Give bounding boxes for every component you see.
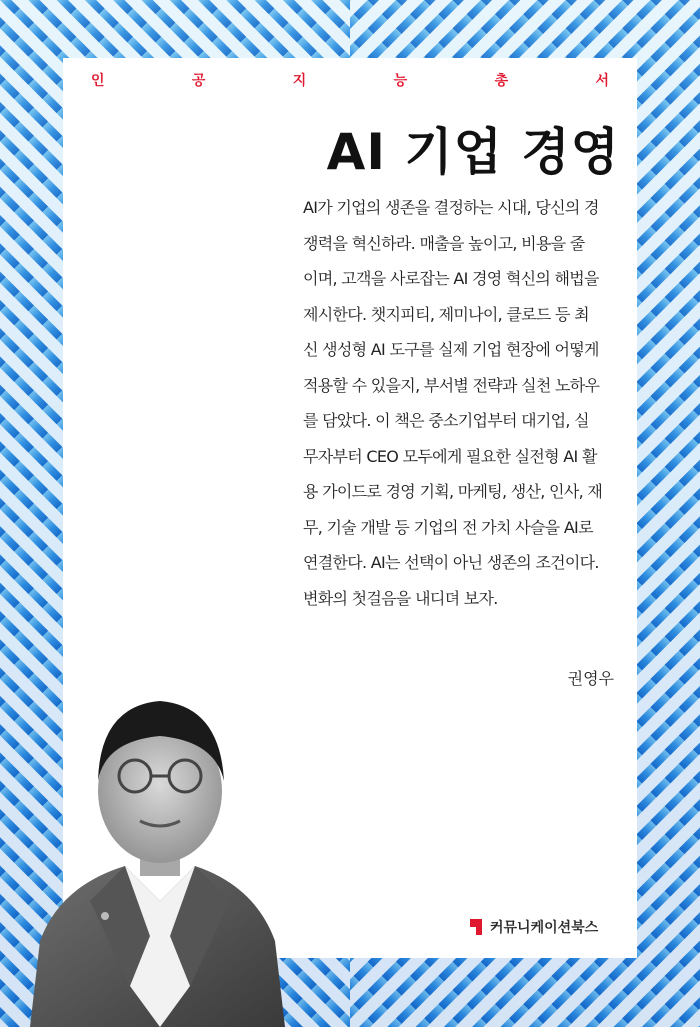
description-line: 제시한다. 챗지피티, 제미나이, 클로드 등 최 xyxy=(303,304,589,324)
description-line: 신 생성형 AI 도구를 실제 기업 현장에 어떻게 xyxy=(303,340,599,359)
publisher-name: 커뮤니케이션북스 xyxy=(490,920,599,936)
author-name: 권영우 xyxy=(567,669,614,688)
series-label xyxy=(63,70,637,90)
description-line: 변화의 첫걸음을 내디뎌 보자. xyxy=(303,588,498,608)
description-line: AI가 기업의 생존을 결정하는 시대, 당신의 경 xyxy=(303,198,599,217)
series-char: 지 xyxy=(292,73,307,89)
description-line: 이며, 고객을 사로잡는 AI 경영 혁신의 해법을 xyxy=(303,269,599,288)
description-line: 연결한다. AI는 선택이 아닌 생존의 조건이다. xyxy=(303,553,599,572)
book-description xyxy=(303,190,621,616)
description-line: 를 담았다. 이 책은 중소기업부터 대기업, 실 xyxy=(303,411,589,430)
description-line: 무, 기술 개발 등 기업의 전 가치 사슬을 AI로 xyxy=(303,517,593,537)
publisher-logo-icon xyxy=(468,917,484,937)
author-portrait xyxy=(30,686,285,1027)
publisher-mark xyxy=(468,917,598,937)
series-char: 공 xyxy=(191,73,206,89)
series-char: 총 xyxy=(494,73,509,89)
description-line: 무자부터 CEO 모두에게 필요한 실전형 AI 활 xyxy=(303,446,597,466)
series-char: 서 xyxy=(595,73,609,89)
description-line: 쟁력을 혁신하라. 매출을 높이고, 비용을 줄 xyxy=(303,233,585,253)
series-char: 인 xyxy=(91,73,105,89)
series-char: 능 xyxy=(393,73,408,89)
description-line: 적용할 수 있을지, 부서별 전략과 실천 노하우 xyxy=(303,375,600,395)
book-title: AI 기업 경영 xyxy=(326,123,620,181)
description-line: 용 가이드로 경영 기획, 마케팅, 생산, 인사, 재 xyxy=(303,482,603,501)
